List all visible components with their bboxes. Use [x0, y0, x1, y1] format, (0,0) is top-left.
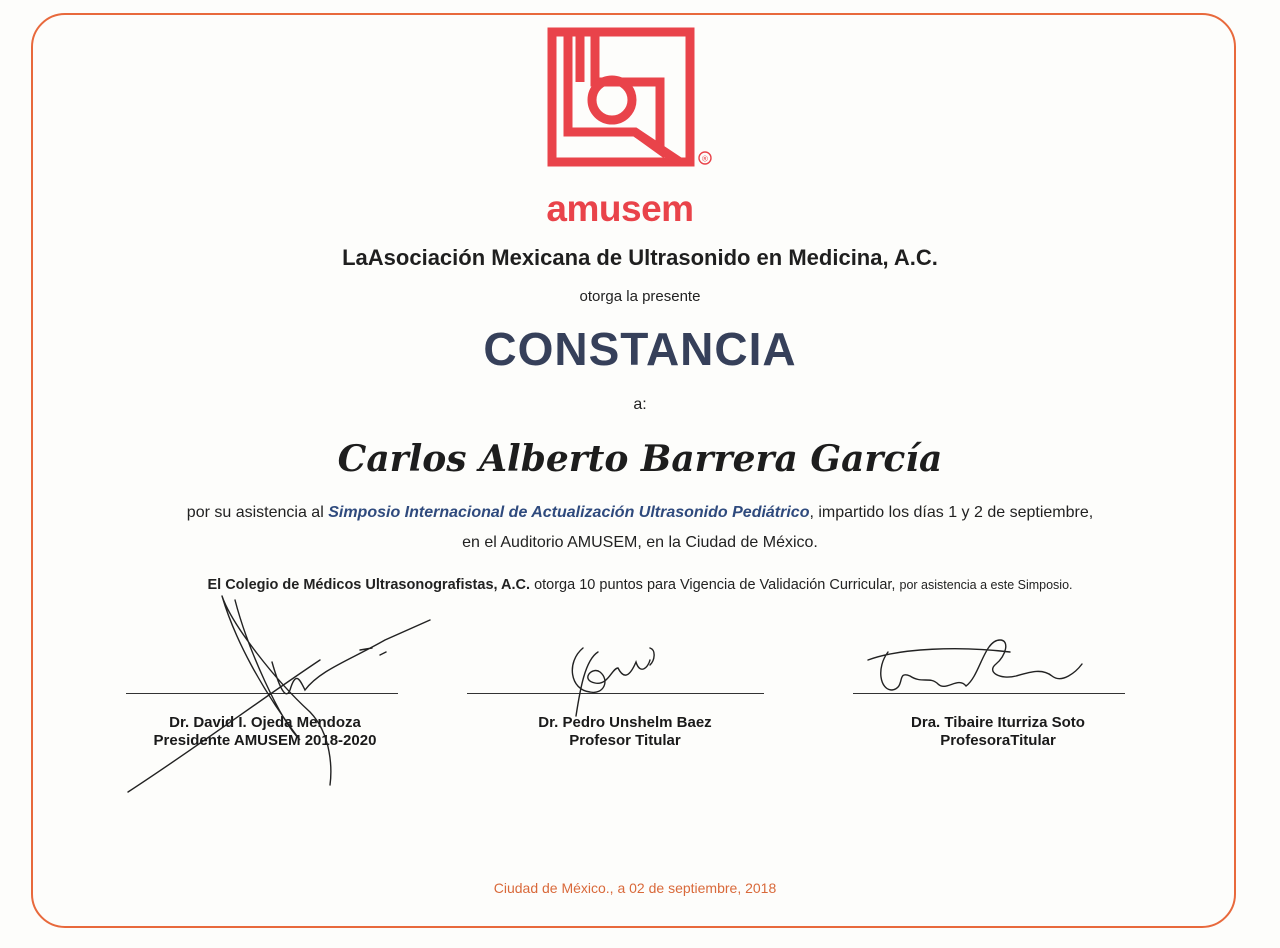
signature-line-3 [853, 693, 1125, 694]
signatory-name: Dra. Tibaire Iturriza Soto [911, 714, 1085, 731]
signatory-3 [833, 714, 1163, 750]
signatory-role: Presidente AMUSEM 2018-2020 [153, 732, 377, 749]
logo-wordmark: amusem [546, 188, 694, 229]
certificate-title: CONSTANCIA [483, 323, 797, 375]
points-text: otorga 10 puntos para Vigencia de Validación Curricular, [530, 577, 900, 593]
points-line [0, 577, 1280, 593]
signatory-role: Profesor Titular [569, 732, 681, 749]
signatory-name: Dr. Pedro Unshelm Baez [538, 714, 712, 731]
attendance-prefix: por su asistencia al [186, 504, 329, 521]
points-org: El Colegio de Médicos Ultrasonografistas, A.C. [207, 577, 531, 593]
grants-text: otorga la presente [579, 288, 701, 305]
signature-line-2 [467, 693, 764, 694]
amusem-logo-mark [540, 22, 720, 192]
course-name: Simposio Internacional de Actualización Ultrasonido Pediátrico [328, 504, 810, 521]
signature-line-1 [126, 693, 398, 694]
signatory-role: ProfesoraTitular [940, 732, 1056, 749]
signatory-1 [100, 714, 430, 750]
signatory-name: Dr. David I. Ojeda Mendoza [169, 714, 361, 731]
signatory-2 [460, 714, 790, 750]
points-small: por asistencia a este Simposio. [899, 578, 1073, 592]
recipient-name: Carlos Alberto Barrera García [337, 438, 943, 480]
registered-mark: ® [702, 154, 708, 164]
attendance-suffix: , impartido los días 1 y 2 de septiembre, [809, 504, 1094, 521]
date-place: Ciudad de México., a 02 de septiembre, 2018 [493, 880, 777, 896]
to-label: a: [633, 396, 647, 413]
organization-name: LaAsociación Mexicana de Ultrasonido en Medicina, A.C. [342, 245, 938, 270]
amusem-logo [540, 22, 720, 229]
venue-line: en el Auditorio AMUSEM, en la Ciudad de México. [462, 534, 818, 551]
attendance-line [0, 504, 1280, 522]
